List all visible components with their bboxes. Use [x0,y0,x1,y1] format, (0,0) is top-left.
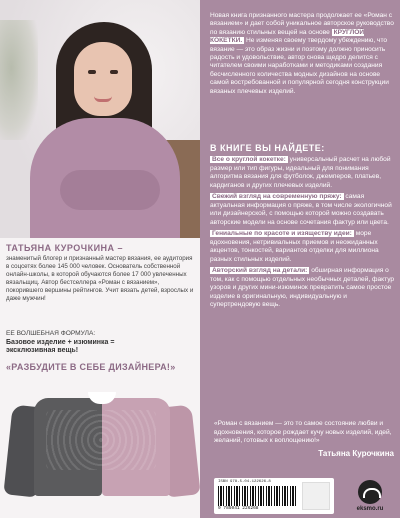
quote-author: Татьяна Курочкина [318,448,394,458]
quote-block [214,420,394,458]
barcode-number: 9 785041 226268 [218,506,259,511]
feature-label: Все о круглой кокетке: [212,156,286,163]
formula-line-2: эксклюзивная вещь! [6,347,79,355]
feature-label: Свежий взгляд на современную пряжу: [212,193,342,200]
quote-text: «Роман с вязанием — это то самое состояние любви и вдохновения, которое рождает кучу новых изделий, идей, желаний, готовых к воплощению!» [214,420,392,444]
publisher-logo [352,480,388,516]
price-sticker-area [302,482,330,510]
features-list [210,156,396,313]
intro-text-before: Новая книга признанного мастера продолжает ее «Роман с вязанием» и дает собой уникальное авторское руководство по вязанию стильных вещей на основе [210,12,394,36]
eksmo-icon [358,480,382,504]
author-block [6,242,196,304]
feature-text: универсальный расчет на любой размер или тип фигуры, идеальный для понимания алгоритма вязания для футболок, джемперов, платьев, кардиганов и других плечевых изделий. [210,156,391,189]
feature-item [210,156,396,190]
feature-text: обширная информация о том, как с помощью отдельных необычных деталей, фактур узоров и других мини-изюминок превратить самое простое изделие в оригинальную, индивидуальную и супертрендовую вещь. [210,267,395,308]
barcode [214,478,334,514]
isbn-text: ISBN 978-5-04-122626-8 [218,480,271,484]
author-bio: знаменитый блогер и признанный мастер вязания, ее аудитория в соцсетях более 145 000 человек. Основатель собственной онлайн-школы, в которой обучаются более 17 000 увлеченных вязальщиц. Автор бестселлера «Роман с вязанием», покорившего вершины рейтингов. Учит вязать детей, взрослых и даже мужчин! [6,255,194,303]
intro-paragraph [210,12,394,96]
feature-item [210,230,396,264]
author-name: ТАТЬЯНА КУРОЧКИНА – [6,243,124,253]
feature-label: Авторский взгляд на детали: [212,267,308,274]
feature-item [210,267,396,310]
sweater-image [6,380,196,514]
find-title: В КНИГЕ ВЫ НАЙДЕТЕ: [210,143,325,153]
formula-intro: ЕЕ ВОЛШЕБНАЯ ФОРМУЛА: [6,330,96,337]
intro-highlight: КРУГЛОЙ КОКЕТКИ. [210,28,365,45]
slogan: «РАЗБУДИТЕ В СЕБЕ ДИЗАЙНЕРА!» [6,362,176,372]
barcode-bars [218,486,298,506]
feature-text: самая актуальная информация о пряже, в том числе экологичной или дизайнерской, с помощью которой можно создавать авторские модели на основе сочетания фактур или цвета. [210,193,392,226]
publisher-url: eksmo.ru [356,506,384,512]
author-photo [0,0,200,238]
formula-line-1: Базовое изделие + изюминка = [6,338,115,346]
feature-label: Гениальные по красоте и изяществу идеи: [212,230,352,237]
formula-block [6,330,196,356]
intro-text-after: Не изменяя своему твердому убеждению, что вязание — это образ жизни и поэтому должно приносить радость и удовольствие, автор снова щедро делится с читателем своими наработками и методиками создания бесчисленного количества модных дизайнов на основе самой востребованной и популярной сегодня конструкции вязаных плечевых изделий. [210,37,389,95]
feature-item [210,193,396,227]
feature-text: море вдохновения, нетривиальных приемов и неожиданных акцентов, тонкостей, вариантов отделки для миллиона разных стильных изделий. [210,230,379,263]
